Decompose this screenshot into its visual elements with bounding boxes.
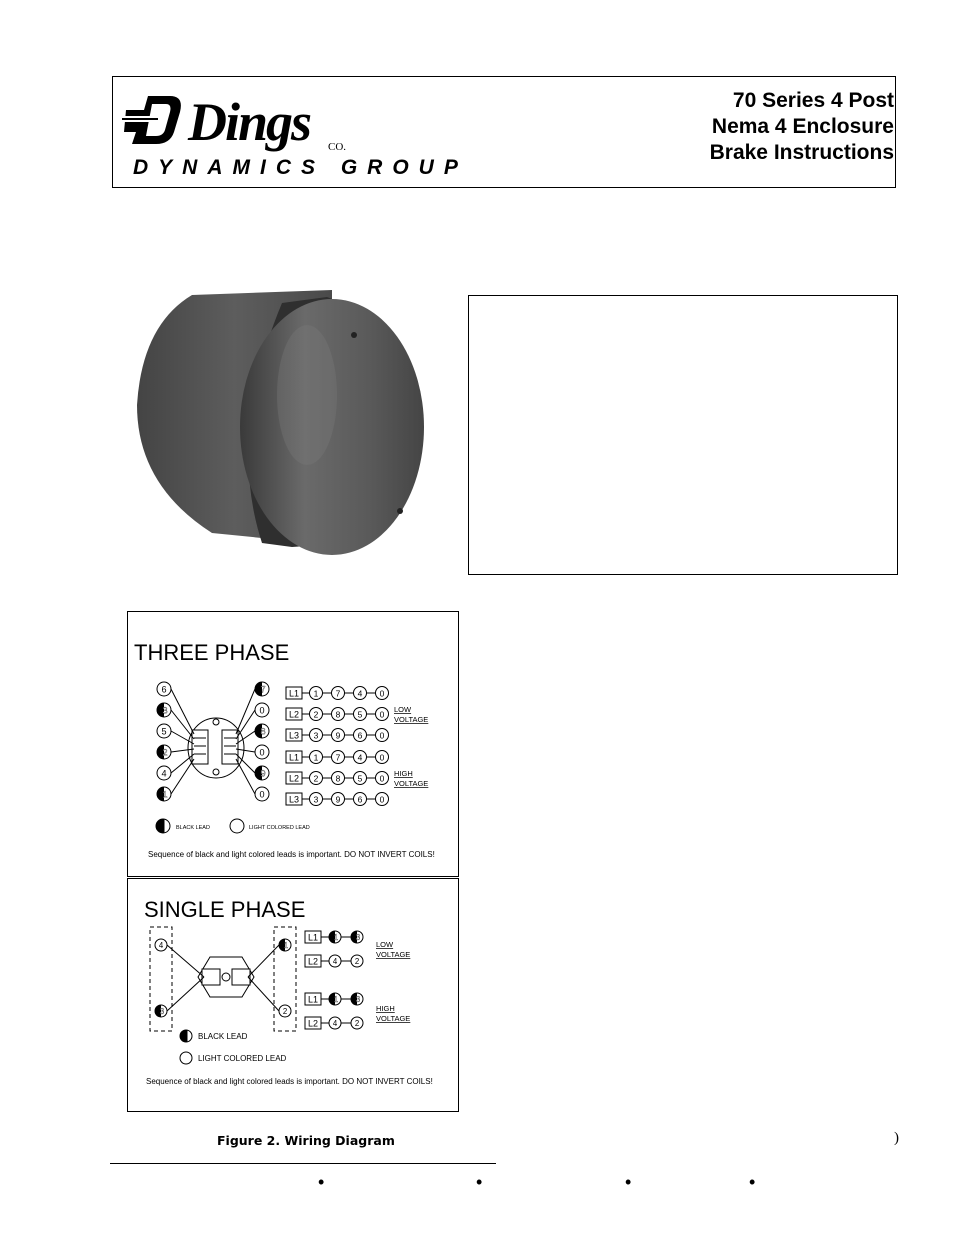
lead-number: 1 [333,933,339,942]
lead-left [157,682,171,696]
three-phase-warning: Sequence of black and light colored leads is important. DO NOT INVERT COILS! [148,850,435,859]
lead-number: 1 [162,789,168,800]
lead-right [279,1005,291,1017]
title-line-1: 70 Series 4 Post [732,89,894,112]
lead-number: 9 [335,794,341,805]
line-label: L1 [288,752,300,763]
single-phase-legend [180,1030,287,1064]
terminal [354,729,367,742]
line-label: L2 [307,1018,319,1029]
lead-number: 0 [259,789,265,800]
three-phase-legend-light: LIGHT COLORED LEAD [249,825,310,831]
lead-number: 6 [357,794,363,805]
lead-left [155,939,167,951]
lead-number: 8 [335,773,341,784]
single-phase-high-label-2: VOLTAGE [376,1014,411,1023]
terminal [332,708,345,721]
lead-number: 6 [161,684,167,695]
terminal [310,729,323,742]
lead-number: 2 [313,773,319,784]
lead-number: 1 [313,688,319,699]
lead-number: 0 [259,747,265,758]
lead-left [157,724,171,738]
single-phase-low-voltage [305,931,363,967]
stray-parenthesis: ) [894,1130,899,1146]
lead-number: 4 [332,1019,338,1028]
terminal [354,772,367,785]
terminal [351,955,363,967]
lead-number: 3 [313,730,319,741]
three-phase-low-label-1: LOW [394,705,412,714]
tp-high-row [286,793,389,806]
single-phase-right-leads [248,939,291,1017]
title-line-2: Nema 4 Enclosure [711,115,894,138]
terminal [354,793,367,806]
terminal [376,772,389,785]
lead-right [255,682,269,696]
lead-left [157,703,171,717]
terminal [376,751,389,764]
single-phase-low-label-1: LOW [376,940,394,949]
single-phase-legend-black: BLACK LEAD [198,1032,248,1041]
terminal [354,708,367,721]
lead-number: 3 [355,933,361,942]
logo-wordmark: Dings [188,92,311,152]
lead-number: 5 [161,726,167,737]
lead-number: 3 [159,1007,165,1016]
terminal [332,793,345,806]
lead-number: 4 [332,957,338,966]
terminal [329,931,341,943]
terminal [376,708,389,721]
lead-right [255,766,269,780]
lead-number: 1 [313,752,319,763]
three-phase-title: THREE PHASE [134,640,290,665]
sp-low-row [305,931,363,943]
sp-high-row [305,993,363,1005]
three-phase-high-voltage [286,751,389,806]
lead-left [157,745,171,759]
line-label: L1 [288,688,300,699]
lead-number: 7 [335,688,341,699]
lead-number: 2 [313,709,319,720]
lead-number: 0 [379,730,385,741]
terminal [376,729,389,742]
lead-right [279,939,291,951]
three-phase-diagram [127,611,459,877]
footer-bullet: • [476,1172,483,1192]
three-phase-low-voltage [286,687,389,742]
lead-right [255,724,269,738]
terminal [332,729,345,742]
lead-number: 2 [282,1007,288,1016]
lead-number: 4 [357,688,363,699]
terminal [351,993,363,1005]
terminal [376,793,389,806]
lead-number: 4 [357,752,363,763]
terminal [310,772,323,785]
line-label: L2 [288,773,300,784]
tp-low-row [286,708,389,721]
single-phase-title: SINGLE PHASE [144,897,306,922]
single-phase-left-leads [155,939,204,1017]
sp-low-row [305,955,363,967]
three-phase-coil [188,718,244,778]
lead-number: 0 [379,773,385,784]
lead-right [255,745,269,759]
lead-number: 0 [379,709,385,720]
footer-bullet: • [318,1172,325,1192]
lead-number: 2 [162,747,168,758]
lead-number: 3 [355,995,361,1004]
terminal [354,687,367,700]
lead-right [255,703,269,717]
logo-suffix: CO. [328,141,347,152]
lead-number: 7 [260,684,266,695]
terminal [376,687,389,700]
lead-number: 2 [354,1019,360,1028]
line-label: L1 [307,994,319,1005]
single-phase-legend-light: LIGHT COLORED LEAD [198,1054,287,1063]
dings-logo-mark [122,88,362,152]
lead-number: 2 [354,957,360,966]
terminal [329,1017,341,1029]
terminal [329,993,341,1005]
three-phase-high-label-2: VOLTAGE [394,779,429,788]
lead-number: 9 [335,730,341,741]
lead-number: 4 [161,768,167,779]
terminal [329,955,341,967]
terminal [332,687,345,700]
lead-number: 5 [357,773,363,784]
info-box [468,295,898,575]
lead-number: 0 [379,794,385,805]
line-label: L3 [288,794,300,805]
title-line-3: Brake Instructions [709,141,894,164]
brake-enclosure-photo [132,285,432,570]
terminal [332,751,345,764]
lead-right [255,787,269,801]
single-phase-high-voltage [305,993,363,1029]
lead-number: 1 [333,995,339,1004]
lead-number: 5 [357,709,363,720]
lead-number: 4 [158,941,164,950]
lead-number: 0 [259,705,265,716]
lead-left [155,1005,167,1017]
terminal [310,751,323,764]
lead-number: 0 [379,752,385,763]
tp-low-row [286,729,389,742]
lead-number: 0 [379,688,385,699]
terminal [310,793,323,806]
lead-number: 6 [357,730,363,741]
footer-bullet: • [625,1172,632,1192]
document-title [710,88,894,166]
dings-logo [122,88,362,157]
terminal [332,772,345,785]
terminal [351,1017,363,1029]
single-phase-diagram [127,878,459,1112]
footer-bullet: • [749,1172,756,1192]
three-phase-legend-black: BLACK LEAD [176,825,210,831]
terminal [354,751,367,764]
line-label: L1 [307,932,319,943]
single-phase-low-label-2: VOLTAGE [376,950,411,959]
lead-number: 3 [162,705,168,716]
lead-number: 3 [313,794,319,805]
tp-high-row [286,772,389,785]
figure-caption: Figure 2. Wiring Diagram [217,1133,395,1148]
lead-number: 9 [260,768,266,779]
lead-number: 8 [260,726,266,737]
lead-number: 7 [335,752,341,763]
logo-tagline: DYNAMICS GROUP [133,156,468,179]
line-label: L3 [288,730,300,741]
line-label: L2 [288,709,300,720]
terminal [310,687,323,700]
three-phase-high-label-1: HIGH [394,769,413,778]
sp-high-row [305,1017,363,1029]
footer-rule [110,1163,496,1164]
three-phase-low-label-2: VOLTAGE [394,715,429,724]
line-label: L2 [307,956,319,967]
terminal [351,931,363,943]
lead-left [157,787,171,801]
tp-low-row [286,687,389,700]
tp-high-row [286,751,389,764]
single-phase-high-label-1: HIGH [376,1004,395,1013]
three-phase-legend [156,819,310,833]
lead-left [157,766,171,780]
single-phase-warning: Sequence of black and light colored leads is important. DO NOT INVERT COILS! [146,1077,433,1086]
lead-number: 8 [335,709,341,720]
terminal [310,708,323,721]
single-phase-coil [198,957,254,997]
lead-number: 1 [283,941,289,950]
